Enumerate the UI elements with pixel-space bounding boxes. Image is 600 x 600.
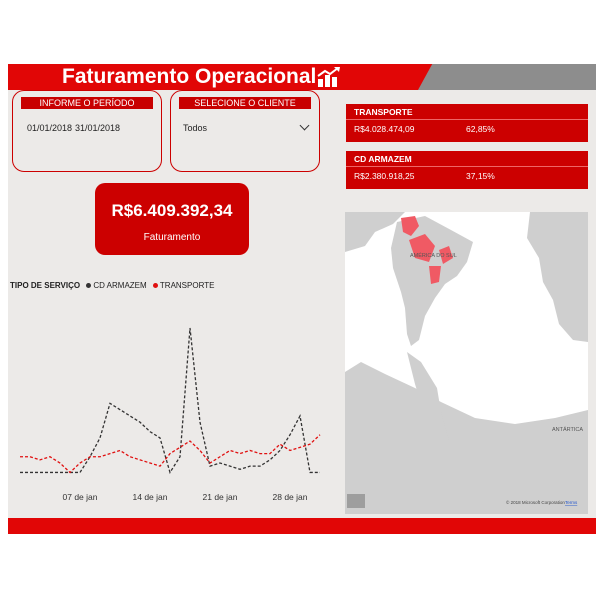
map-label-south-america: AMÉRICA DO SUL (410, 253, 457, 259)
legend-item-transporte[interactable]: TRANSPORTE (159, 281, 215, 290)
kpi-value: R$6.409.392,34 (111, 201, 233, 220)
x-tick-label: 21 de jan (202, 492, 238, 502)
period-start-date[interactable]: 01/01/2018 (27, 123, 73, 133)
x-tick-label: 14 de jan (132, 492, 168, 502)
client-selected-value[interactable]: Todos (183, 123, 208, 133)
card-divider (346, 166, 588, 167)
period-slicer-header: INFORME O PERÍODO (21, 97, 153, 109)
period-end-date[interactable]: 31/01/2018 (75, 123, 121, 133)
map-scale-block (347, 494, 365, 508)
card-divider (346, 119, 588, 120)
series-line-transporte[interactable] (20, 435, 320, 473)
chart-legend (10, 281, 214, 290)
card-value: R$2.380.918,25 (354, 171, 415, 181)
card-value: R$4.028.474,09 (354, 124, 415, 134)
map-visual[interactable] (345, 212, 588, 514)
card-title: CD ARMAZEM (354, 154, 412, 164)
client-slicer[interactable] (170, 90, 320, 172)
legend-dot-cd-armazem (86, 283, 91, 288)
transporte-card (346, 104, 588, 142)
page-title: Faturamento Operacional (62, 65, 317, 88)
legend-dot-transporte (153, 283, 158, 288)
legend-title: TIPO DE SERVIÇO (10, 281, 81, 290)
card-percent: 37,15% (466, 171, 495, 181)
header-accent (418, 64, 596, 90)
card-title: TRANSPORTE (354, 107, 413, 117)
cd-armazem-card (346, 151, 588, 189)
line-chart (20, 320, 330, 515)
x-tick-label: 07 de jan (62, 492, 98, 502)
map-credit: © 2018 Microsoft Corporation (506, 500, 565, 505)
card-percent: 62,85% (466, 124, 495, 134)
x-tick-label: 28 de jan (272, 492, 308, 502)
map-terms-link[interactable]: Terms (565, 500, 578, 505)
legend-item-cd-armazem[interactable]: CD ARMAZEM (93, 281, 147, 290)
kpi-label: Faturamento (143, 232, 201, 243)
client-slicer-header: SELECIONE O CLIENTE (179, 97, 311, 109)
kpi-card (95, 183, 249, 255)
chart-growth-icon (316, 66, 342, 88)
series-line-cd-armazem[interactable] (20, 328, 320, 472)
period-slicer[interactable] (12, 90, 162, 172)
map-label-antarctica: ANTÁRTICA (552, 427, 584, 433)
footer-bar (8, 518, 596, 534)
chevron-down-icon[interactable] (300, 121, 310, 131)
